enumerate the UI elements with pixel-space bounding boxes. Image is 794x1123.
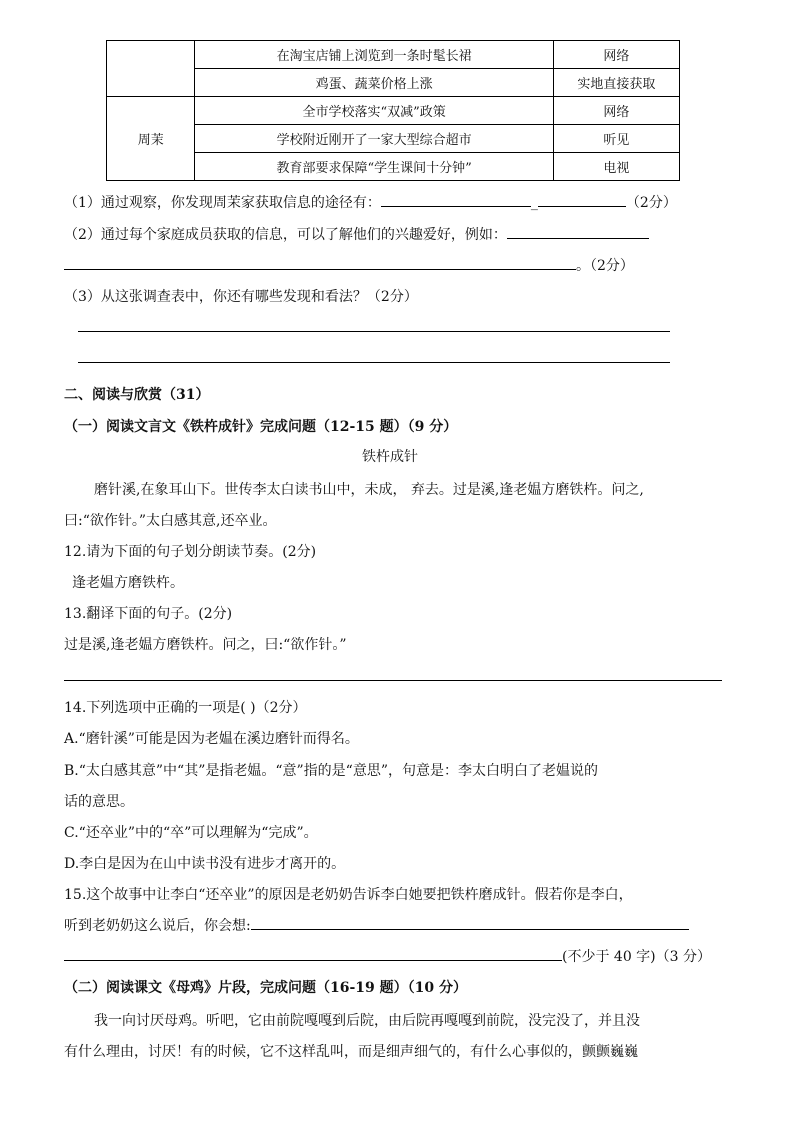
- answer-blank[interactable]: [507, 224, 649, 239]
- question-15-end: (不少于 40 字)（3 分）: [562, 949, 711, 965]
- question-15-line2: [64, 915, 689, 935]
- question-2-text: （2）通过每个家庭成员获取的信息，可以了解他们的兴趣爱好，例如：: [64, 227, 507, 243]
- passage-line: 我一向讨厌母鸡。听吧，它由前院嘎嘎到后院，由后院再嘎嘎到前院，没完没了，并且没: [94, 1013, 640, 1029]
- question-15-text: 15.这个故事中让李白“还卒业”的原因是老奶奶告诉李白她要把铁杵磨成针。假若你是李白，: [64, 887, 633, 903]
- answer-blank[interactable]: [538, 192, 626, 207]
- info-cell: 鸡蛋、蔬菜价格上涨: [195, 69, 553, 97]
- option-b[interactable]: B.“太白感其意”中“其”是指老媪。“意”指的是“意思”，句意是：李太白明白了老媪说的: [64, 763, 598, 779]
- option-c[interactable]: C.“还卒业”中的“卒”可以理解为“完成”。: [64, 825, 318, 841]
- passage-title: 铁杵成针: [362, 449, 418, 465]
- part-heading: （一）阅读文言文《铁杵成针》完成问题（12-15 题）（9 分）: [64, 419, 458, 435]
- question-14-text: 14.下列选项中正确的一项是( )（2分）: [64, 700, 307, 716]
- passage-line: 磨针溪,在象耳山下。世传李太白读书山中，未成， 弃去。过是溪,逢老媪方磨铁杵。问之,: [94, 482, 644, 498]
- source-cell: 网络: [553, 97, 679, 125]
- info-cell: 教育部要求保障“学生课间十分钟”: [195, 153, 553, 181]
- question-2-line2: [64, 255, 634, 275]
- question-12-text: 12.请为下面的句子划分朗读节奏。(2分): [64, 544, 317, 560]
- question-12-sentence: 逢老媪方磨铁杵。: [72, 575, 184, 591]
- question-13-text: 13.翻译下面的句子。(2分): [64, 606, 233, 622]
- answer-blank[interactable]: [64, 255, 576, 270]
- question-13-sentence: 过是溪,逢老媪方磨铁杵。问之，曰:“欲作针。”: [64, 637, 347, 653]
- question-1-score: （2分）: [625, 195, 677, 211]
- question-2: [64, 224, 649, 244]
- question-3-text: （3）从这张调查表中，你还有哪些发现和看法？（2分）: [64, 289, 418, 305]
- blank-mark: _: [530, 195, 538, 211]
- answer-blank[interactable]: [251, 915, 689, 930]
- person-cell: 周茉: [107, 97, 195, 181]
- info-cell: 全市学校落实“双减”政策: [195, 97, 553, 125]
- source-cell: 听见: [553, 125, 679, 153]
- answer-blank[interactable]: [64, 946, 562, 961]
- question-1: [64, 192, 677, 212]
- option-b-cont: 话的意思。: [64, 794, 134, 810]
- part-heading: （二）阅读课文《母鸡》片段，完成问题（16-19 题）（10 分）: [64, 980, 468, 996]
- source-cell: 实地直接获取: [553, 69, 679, 97]
- table-row: [107, 97, 680, 125]
- passage-line: 曰:“欲作针。”太白感其意,还卒业。: [64, 513, 277, 529]
- survey-table: [106, 40, 680, 181]
- answer-line[interactable]: [64, 680, 722, 681]
- passage-line: 有什么理由，讨厌！有的时候，它不这样乱叫，而是细声细气的，有什么心事似的，颤颤巍巍: [64, 1044, 638, 1060]
- question-15-line3: [64, 946, 711, 966]
- question-1-text: （1）通过观察，你发现周茉家获取信息的途径有：: [64, 195, 381, 211]
- answer-line[interactable]: [78, 362, 670, 363]
- source-cell: 电视: [553, 153, 679, 181]
- section-title: 二、阅读与欣赏（31）: [64, 387, 210, 403]
- info-cell: 在淘宝店铺上浏览到一条时髦长裙: [195, 41, 553, 69]
- option-d[interactable]: D.李白是因为在山中读书没有进步才离开的。: [64, 856, 346, 872]
- option-a[interactable]: A.“磨针溪”可能是因为老媪在溪边磨针而得名。: [64, 731, 359, 747]
- person-cell: [107, 41, 195, 97]
- info-cell: 学校附近刚开了一家大型综合超市: [195, 125, 553, 153]
- answer-blank[interactable]: [381, 192, 531, 207]
- answer-line[interactable]: [78, 331, 670, 332]
- source-cell: 网络: [553, 41, 679, 69]
- question-15-prompt: 听到老奶奶这么说后，你会想:: [64, 918, 251, 934]
- table-row: [107, 41, 680, 69]
- question-2-end: 。（2分）: [576, 258, 634, 274]
